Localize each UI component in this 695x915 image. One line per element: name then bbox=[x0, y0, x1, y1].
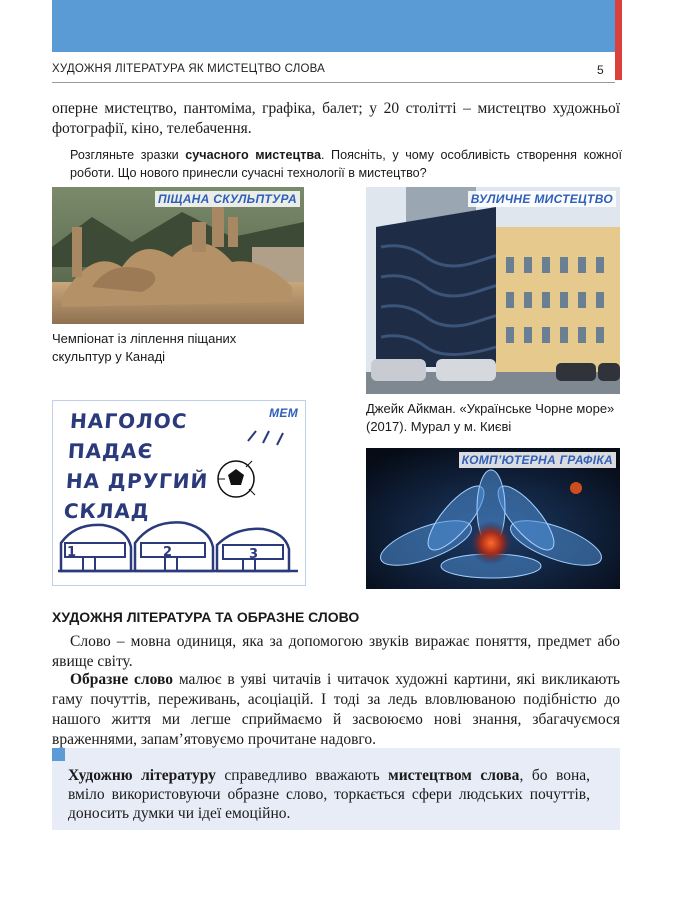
sand-sculpture-illustration bbox=[52, 187, 304, 324]
figurative-word-text: малює в уяві читачів і читачок художні картини, які викликають гаму почуттів, переживань, асоціацій. І тоді за ледь вловлювaною подібністю до нашого життя ми легше сприймаємо й засвоюємо нові знання, збагачуємося враженнями, запам’ятовуємо прочитане надовго. bbox=[52, 671, 620, 748]
sand-sculpture-image bbox=[52, 187, 304, 324]
key-term-literature: Художню літературу bbox=[68, 767, 216, 784]
key-idea-text bbox=[68, 766, 590, 823]
sand-sculpture-caption: Чемпіонат із ліплення піщаних скульптур у Канаді bbox=[52, 331, 237, 364]
key-idea-text-part2: , бо вона, вміло використовуючи образне слово, торкається сфери людських почуттів, доносить думки чи ідеї емоційно. bbox=[68, 767, 590, 822]
street-art-illustration bbox=[366, 187, 620, 394]
word-definition-paragraph: Слово – мовна одиниця, яка за допомогою звуків виражає поняття, предмет або явище світу. bbox=[52, 633, 620, 670]
computer-graphics-tag: КОМП’ЮТЕРНА ГРАФІКА bbox=[459, 452, 616, 468]
street-art-caption: Джейк Айкман. «Українське Чорне море» (2017). Мурал у м. Києві bbox=[366, 401, 615, 434]
meme-tag: МЕМ bbox=[266, 405, 301, 421]
header-band bbox=[52, 0, 615, 52]
prompt-text-start: Розгляньте зразки bbox=[70, 148, 186, 162]
section-heading: ХУДОЖНЯ ЛІТЕРАТУРА ТА ОБРАЗНЕ СЛОВО bbox=[52, 609, 360, 625]
prompt-term: сучасного мистецтва bbox=[185, 148, 321, 162]
figurative-word-paragraph bbox=[52, 670, 620, 750]
running-header-title: ХУДОЖНЯ ЛІТЕРАТУРА ЯК МИСТЕЦТВО СЛОВА bbox=[52, 63, 325, 75]
street-art-image bbox=[366, 187, 620, 394]
figurative-word-term: Образне слово bbox=[70, 671, 173, 688]
meme-image bbox=[52, 400, 306, 586]
meme-line: СКЛАД bbox=[63, 499, 151, 523]
key-term-art-of-word: мистецтвом слова bbox=[388, 767, 520, 784]
computer-graphics-image bbox=[366, 448, 620, 589]
page-number: 5 bbox=[597, 63, 604, 77]
header-divider bbox=[52, 82, 615, 83]
task-prompt bbox=[70, 146, 622, 182]
meme-number-1: 1 bbox=[67, 545, 77, 560]
meme-drawing bbox=[53, 401, 305, 585]
sand-sculpture-tag: ПІЩАНА СКУЛЬПТУРА bbox=[155, 191, 300, 207]
meme-line: НА ДРУГИЙ bbox=[65, 469, 210, 493]
meme-number-3: 3 bbox=[249, 547, 259, 562]
header-accent-strip bbox=[615, 0, 622, 80]
meme-line: ПАДАЄ bbox=[67, 439, 155, 463]
key-idea-text-part1: справедливо вважають bbox=[215, 767, 389, 784]
computer-graphics-illustration bbox=[366, 448, 620, 589]
key-idea-marker bbox=[52, 748, 65, 761]
meme-line: НАГОЛОС bbox=[69, 409, 189, 433]
prompt-text-end: . Поясніть, у чому особливість створення кожної роботи. Що нового принесли сучасні технології в мистецтво? bbox=[70, 148, 622, 180]
meme-number-2: 2 bbox=[163, 545, 173, 560]
street-art-tag: ВУЛИЧНЕ МИСТЕЦТВО bbox=[468, 191, 616, 207]
intro-paragraph: оперне мистецтво, пантоміма, графіка, балет; у 20 столітті – мистецтво художньої фотографії, кіно, телебачення. bbox=[52, 100, 620, 137]
